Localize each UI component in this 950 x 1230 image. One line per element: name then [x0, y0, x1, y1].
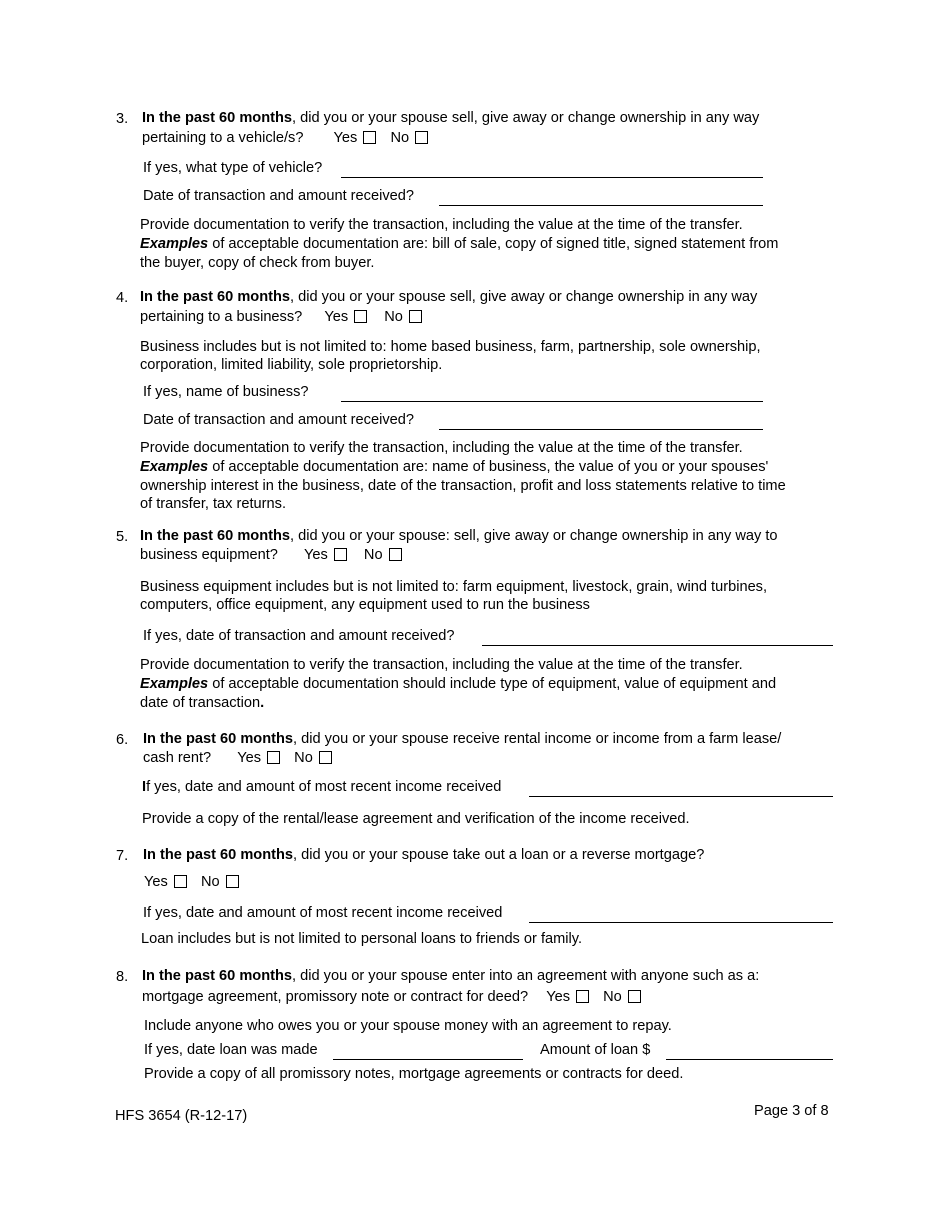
q5-doc-line3 — [140, 694, 264, 712]
q6-field1-label-first: I — [142, 779, 147, 795]
q5-no-option[interactable] — [364, 546, 402, 564]
q6-yes-option[interactable] — [237, 749, 280, 767]
q3-question-line2 — [142, 129, 428, 147]
form-id: HFS 3654 (R-12-17) — [115, 1108, 248, 1124]
q5-field1-label: If yes, date of transaction and amount received? — [143, 628, 455, 644]
q7-yes-label: Yes — [144, 874, 168, 890]
q8-question-line2 — [142, 988, 641, 1006]
q5-doc-line2-text: of acceptable documentation should include type of equipment, value of equipment and — [208, 676, 777, 692]
q4-text1: , did you or your spouse sell, give away or change ownership in any way — [290, 289, 758, 305]
q3-question-line1 — [142, 109, 759, 127]
q6-text2: cash rent? — [143, 750, 212, 766]
q4-doc-line1: Provide documentation to verify the transaction, including the value at the time of the transfer. — [140, 440, 743, 456]
q7-yes-option[interactable] — [144, 873, 187, 891]
q4-question-line1 — [140, 288, 757, 306]
q3-number: 3. — [116, 111, 129, 127]
q8-text1: , did you or your spouse enter into an agreement with anyone such as a: — [292, 968, 760, 984]
q6-yes-label: Yes — [237, 750, 262, 766]
q5-question-line2 — [140, 546, 402, 564]
q3-doc-line2 — [140, 235, 778, 253]
q3-text1: , did you or your spouse sell, give away or change ownership in any way — [292, 110, 760, 126]
q5-number: 5. — [116, 529, 129, 545]
q6-question-line2 — [143, 749, 332, 767]
q4-note-line1: Business includes but is not limited to: home based business, farm, partnership, sole ownership, — [140, 339, 761, 355]
q6-yes-checkbox[interactable] — [267, 751, 280, 764]
q5-examples: Examples — [140, 676, 209, 692]
q3-no-checkbox[interactable] — [415, 131, 428, 144]
q3-field2-label: Date of transaction and amount received? — [143, 188, 414, 204]
q6-field1-label-rest: f yes, date and amount of most recent income received — [146, 779, 502, 795]
q5-yes-option[interactable] — [304, 546, 347, 564]
q4-doc-line2 — [140, 458, 768, 476]
q5-text1: , did you or your spouse: sell, give away or change ownership in any way to — [290, 528, 778, 544]
q8-yes-option[interactable] — [546, 988, 589, 1006]
q7-no-option[interactable] — [201, 873, 239, 891]
q5-note-line1: Business equipment includes but is not limited to: farm equipment, livestock, grain, wind turbines, — [140, 579, 768, 595]
q6-field1-label — [142, 778, 501, 796]
q3-doc-line3: the buyer, copy of check from buyer. — [140, 255, 375, 271]
q3-lead: In the past 60 months — [142, 110, 293, 126]
q5-doc-line1: Provide documentation to verify the transaction, including the value at the time of the transfer. — [140, 657, 743, 673]
q3-examples: Examples — [140, 236, 209, 252]
q8-number: 8. — [116, 969, 129, 985]
q4-question-line2 — [140, 308, 422, 326]
q4-examples: Examples — [140, 459, 209, 475]
q5-field1-input[interactable] — [482, 645, 833, 646]
q7-no-checkbox[interactable] — [226, 875, 239, 888]
q8-lead: In the past 60 months — [142, 968, 293, 984]
q6-no-checkbox[interactable] — [319, 751, 332, 764]
q5-question-line1 — [140, 527, 778, 545]
q5-yes-checkbox[interactable] — [334, 548, 347, 561]
q7-yes-checkbox[interactable] — [174, 875, 187, 888]
q3-doc-line2-text: of acceptable documentation are: bill of sale, copy of signed title, signed statement from — [208, 236, 779, 252]
q6-number: 6. — [116, 732, 129, 748]
q6-text1: , did you or your spouse receive rental income or income from a farm lease/ — [293, 731, 782, 747]
q3-field1-input[interactable] — [341, 177, 763, 178]
q5-doc-line2 — [140, 675, 776, 693]
q7-question-line1 — [143, 846, 704, 864]
q4-yes-option[interactable] — [324, 308, 367, 326]
q3-doc-line1: Provide documentation to verify the transaction, including the value at the time of the transfer. — [140, 217, 743, 233]
q7-yes-no-row — [144, 873, 239, 891]
q7-text1: , did you or your spouse take out a loan or a reverse mortgage? — [293, 847, 705, 863]
q4-number: 4. — [116, 290, 129, 306]
q3-field2-input[interactable] — [439, 205, 763, 206]
q4-doc-line3: ownership interest in the business, date of the transaction, profit and loss statements relative to time — [140, 478, 786, 494]
q7-note-line1: Loan includes but is not limited to personal loans to friends or family. — [141, 931, 583, 947]
q5-text2: business equipment? — [140, 547, 278, 563]
q5-lead: In the past 60 months — [140, 528, 291, 544]
q4-doc-line2-text: of acceptable documentation are: name of business, the value of you or your spouses' — [208, 459, 769, 475]
q5-note-line2: computers, office equipment, any equipment used to run the business — [140, 597, 590, 613]
q8-yes-checkbox[interactable] — [576, 990, 589, 1003]
q4-yes-checkbox[interactable] — [354, 310, 367, 323]
q8-text2: mortgage agreement, promissory note or contract for deed? — [142, 989, 529, 1005]
q6-doc-line1: Provide a copy of the rental/lease agreement and verification of the income received. — [142, 811, 690, 827]
q4-lead: In the past 60 months — [140, 289, 291, 305]
q6-question-line1 — [143, 730, 781, 748]
q5-yes-label: Yes — [303, 547, 328, 563]
q8-field2-label: Amount of loan $ — [540, 1042, 651, 1058]
q4-yes-label: Yes — [324, 309, 349, 325]
q4-text2: pertaining to a business? — [140, 309, 303, 325]
q4-field2-label: Date of transaction and amount received? — [143, 412, 414, 428]
q8-field2-input[interactable] — [666, 1059, 833, 1060]
q4-field1-label: If yes, name of business? — [143, 384, 309, 400]
q3-yes-label: Yes — [333, 130, 358, 146]
q7-number: 7. — [116, 848, 129, 864]
q6-no-label: No — [294, 750, 313, 766]
q3-yes-option[interactable] — [334, 129, 377, 147]
q3-field1-label: If yes, what type of vehicle? — [143, 160, 323, 176]
q8-no-option[interactable] — [603, 988, 641, 1006]
q8-yes-label: Yes — [546, 989, 570, 1005]
q4-doc-line4: of transfer, tax returns. — [140, 496, 287, 512]
q7-no-label: No — [200, 874, 220, 890]
q5-no-checkbox[interactable] — [389, 548, 402, 561]
q4-no-option[interactable] — [384, 308, 422, 326]
q8-note-line1: Include anyone who owes you or your spouse money with an agreement to repay. — [144, 1018, 672, 1034]
q8-no-label: No — [603, 989, 622, 1005]
q4-field1-input[interactable] — [341, 401, 763, 402]
q8-question-line1 — [142, 967, 759, 985]
q3-no-label: No — [390, 130, 410, 146]
q4-no-label: No — [384, 309, 403, 325]
q5-doc-line3-text: date of transaction — [140, 695, 261, 711]
q8-doc-line1: Provide a copy of all promissory notes, mortgage agreements or contracts for deed. — [144, 1066, 684, 1082]
q5-no-label: No — [363, 547, 383, 563]
q8-field1-label: If yes, date loan was made — [144, 1042, 318, 1058]
q3-yes-checkbox[interactable] — [363, 131, 376, 144]
q6-no-option[interactable] — [294, 749, 332, 767]
q4-field2-input[interactable] — [439, 429, 763, 430]
q8-field1-input[interactable] — [333, 1059, 523, 1060]
page-number: Page 3 of 8 — [754, 1103, 829, 1119]
q5-doc-line3-period: . — [260, 695, 265, 711]
q7-lead: In the past 60 months — [143, 847, 294, 863]
q6-lead: In the past 60 months — [143, 731, 294, 747]
q4-no-checkbox[interactable] — [409, 310, 422, 323]
q3-no-option[interactable] — [390, 129, 428, 147]
q4-note-line2: corporation, limited liability, sole proprietorship. — [140, 357, 443, 373]
q7-field1-label: If yes, date and amount of most recent income received — [143, 905, 503, 921]
q7-field1-input[interactable] — [529, 922, 833, 923]
q6-field1-input[interactable] — [529, 796, 833, 797]
q8-no-checkbox[interactable] — [628, 990, 641, 1003]
q3-text2: pertaining to a vehicle/s? — [142, 130, 304, 146]
